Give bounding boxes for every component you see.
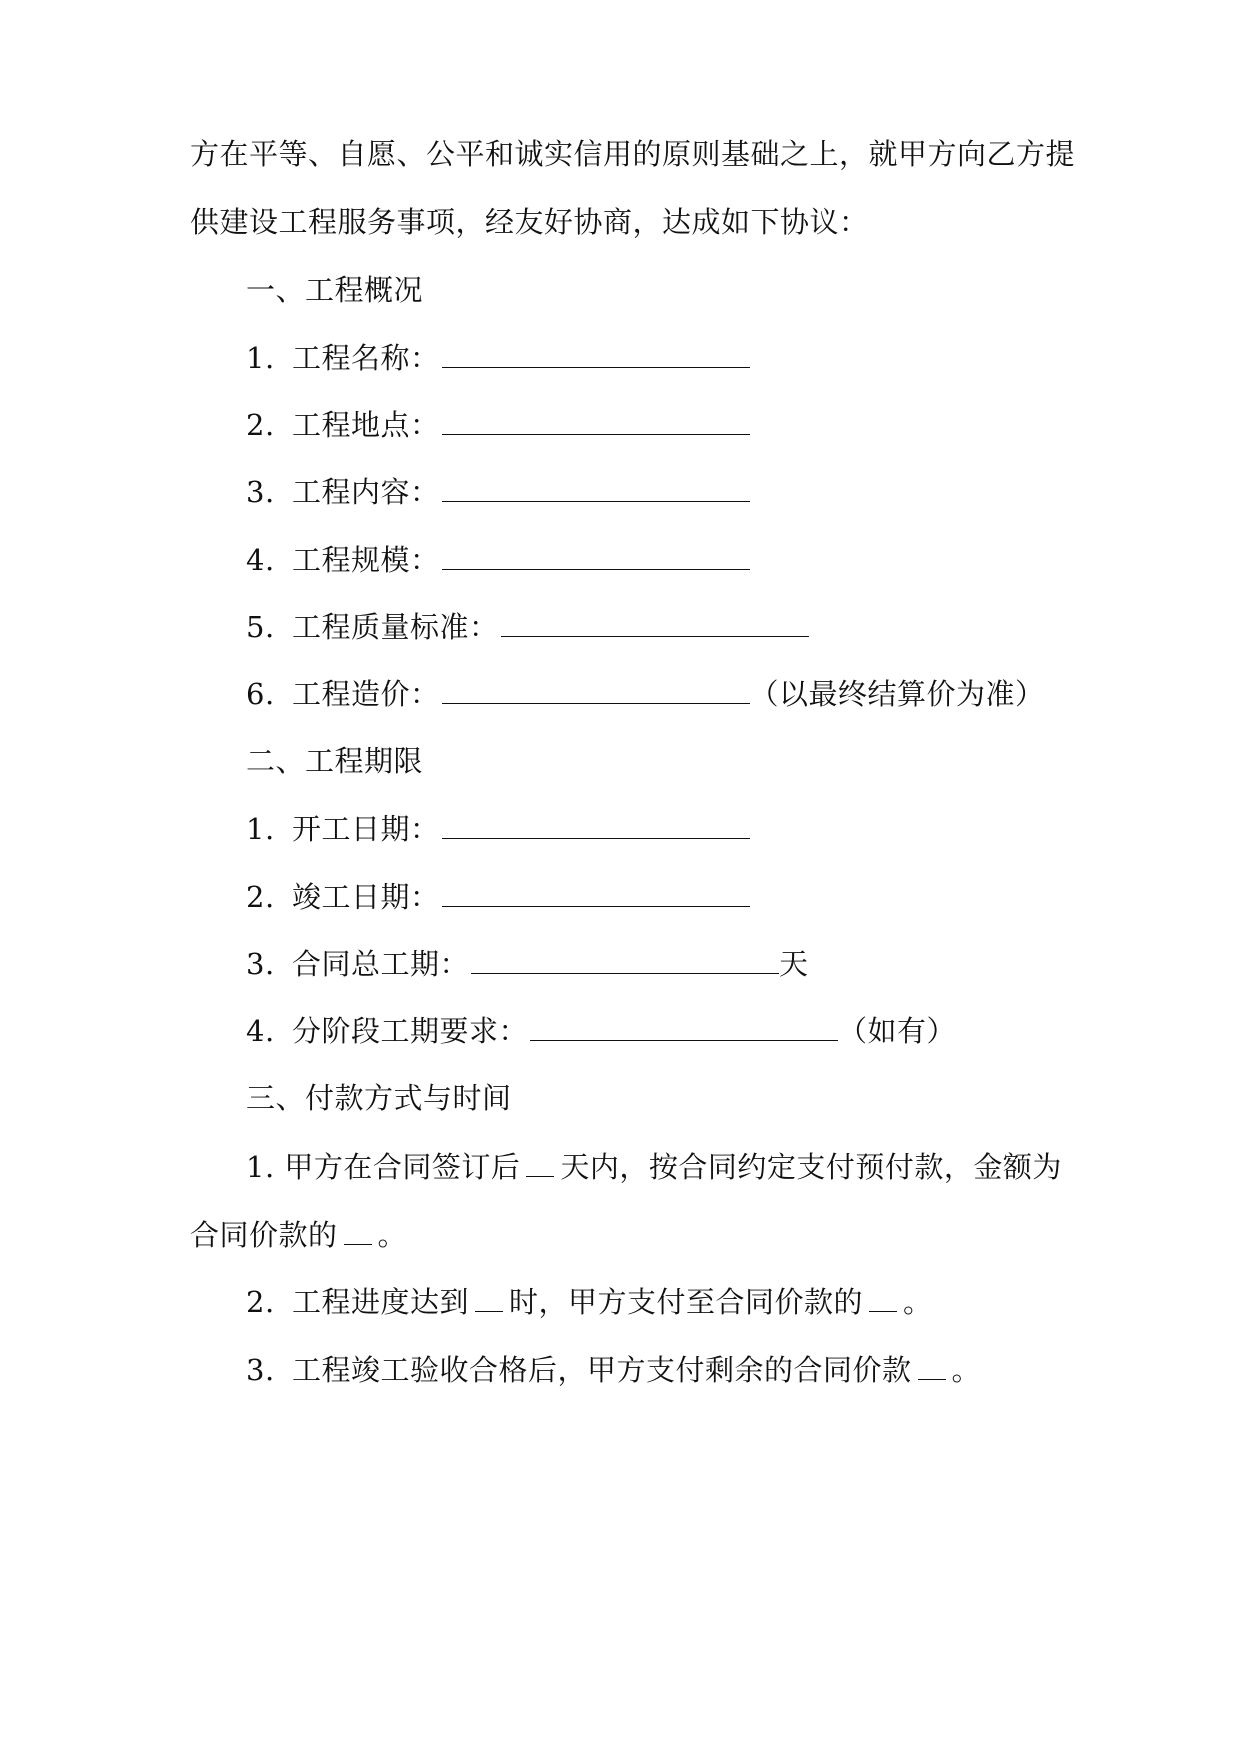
overview-item-content — [246, 471, 750, 512]
overview-item-cost — [246, 673, 1045, 714]
item-number: 4. — [246, 543, 275, 577]
fill-blank — [530, 1010, 838, 1041]
section-heading-payment: 三、付款方式与时间 — [246, 1081, 512, 1115]
item-label: 合同总工期： — [292, 947, 470, 981]
overview-item-quality — [246, 606, 809, 647]
clause-end: 。 — [903, 1285, 933, 1319]
item-label: 工程地点： — [292, 408, 440, 442]
clause-text: 时，甲方支付至合同价款的 — [509, 1285, 864, 1319]
overview-item-scale — [246, 539, 750, 580]
item-number: 1. — [246, 812, 275, 846]
overview-item-location — [246, 404, 750, 445]
clause-text: 合同价款的 — [190, 1218, 338, 1252]
item-number: 1. — [246, 341, 275, 375]
item-number: 3. — [246, 1353, 275, 1387]
overview-item-name — [246, 337, 750, 378]
section-heading-schedule: 二、工程期限 — [246, 744, 424, 778]
fill-blank — [442, 404, 750, 435]
fill-blank — [501, 606, 809, 637]
intro-line-2: 供建设工程服务事项，经友好协商，达成如下协议： — [190, 205, 869, 239]
fill-blank — [344, 1214, 372, 1245]
intro-line-1: 方在平等、自愿、公平和诚实信用的原则基础之上，就甲方向乙方提 — [190, 137, 1076, 171]
fill-blank — [442, 876, 750, 907]
item-label: 工程内容： — [292, 475, 440, 509]
fill-blank — [471, 943, 779, 974]
fill-blank — [526, 1146, 554, 1177]
item-number: 3. — [246, 947, 275, 981]
fill-blank — [442, 539, 750, 570]
clause-end: 。 — [377, 1218, 408, 1252]
item-number: 5. — [246, 610, 275, 644]
item-label: 工程规模： — [292, 543, 440, 577]
clause-text: 工程进度达到 — [292, 1285, 470, 1319]
item-number: 6. — [246, 677, 275, 711]
schedule-item-phases — [246, 1010, 956, 1051]
clause-end: 。 — [951, 1353, 982, 1387]
item-number: 3. — [246, 475, 275, 509]
item-label: 工程名称： — [292, 341, 440, 375]
item-number: 2. — [246, 408, 275, 442]
fill-blank — [442, 673, 750, 704]
schedule-item-completion — [246, 876, 750, 917]
item-suffix: 天 — [779, 947, 809, 981]
fill-blank — [442, 471, 750, 502]
payment-clause-2 — [246, 1281, 933, 1322]
payment-clause-1-line-2 — [190, 1214, 407, 1255]
schedule-item-duration — [246, 943, 809, 984]
item-label: 工程造价： — [292, 677, 440, 711]
fill-blank — [918, 1349, 946, 1380]
clause-text: 天内，按合同约定支付预付款，金额为 — [560, 1150, 1062, 1184]
clause-text: 工程竣工验收合格后，甲方支付剩余的合同价款 — [292, 1353, 912, 1387]
payment-clause-3 — [246, 1349, 981, 1390]
item-number: 2. — [246, 1285, 275, 1319]
item-suffix: （如有） — [838, 1014, 957, 1048]
item-label: 分阶段工期要求： — [292, 1014, 529, 1048]
item-suffix: （以最终结算价为准） — [749, 677, 1045, 711]
item-label: 工程质量标准： — [292, 610, 499, 644]
schedule-item-start — [246, 808, 750, 849]
clause-text: 1. 甲方在合同签订后 — [246, 1150, 521, 1184]
item-label: 开工日期： — [292, 812, 440, 846]
item-number: 4. — [246, 1014, 275, 1048]
section-heading-overview: 一、工程概况 — [246, 273, 424, 307]
item-label: 竣工日期： — [292, 880, 440, 914]
payment-clause-1-line-1 — [246, 1146, 1062, 1187]
fill-blank — [442, 337, 750, 368]
fill-blank — [475, 1281, 503, 1312]
fill-blank — [869, 1281, 897, 1312]
fill-blank — [442, 808, 750, 839]
item-number: 2. — [246, 880, 275, 914]
